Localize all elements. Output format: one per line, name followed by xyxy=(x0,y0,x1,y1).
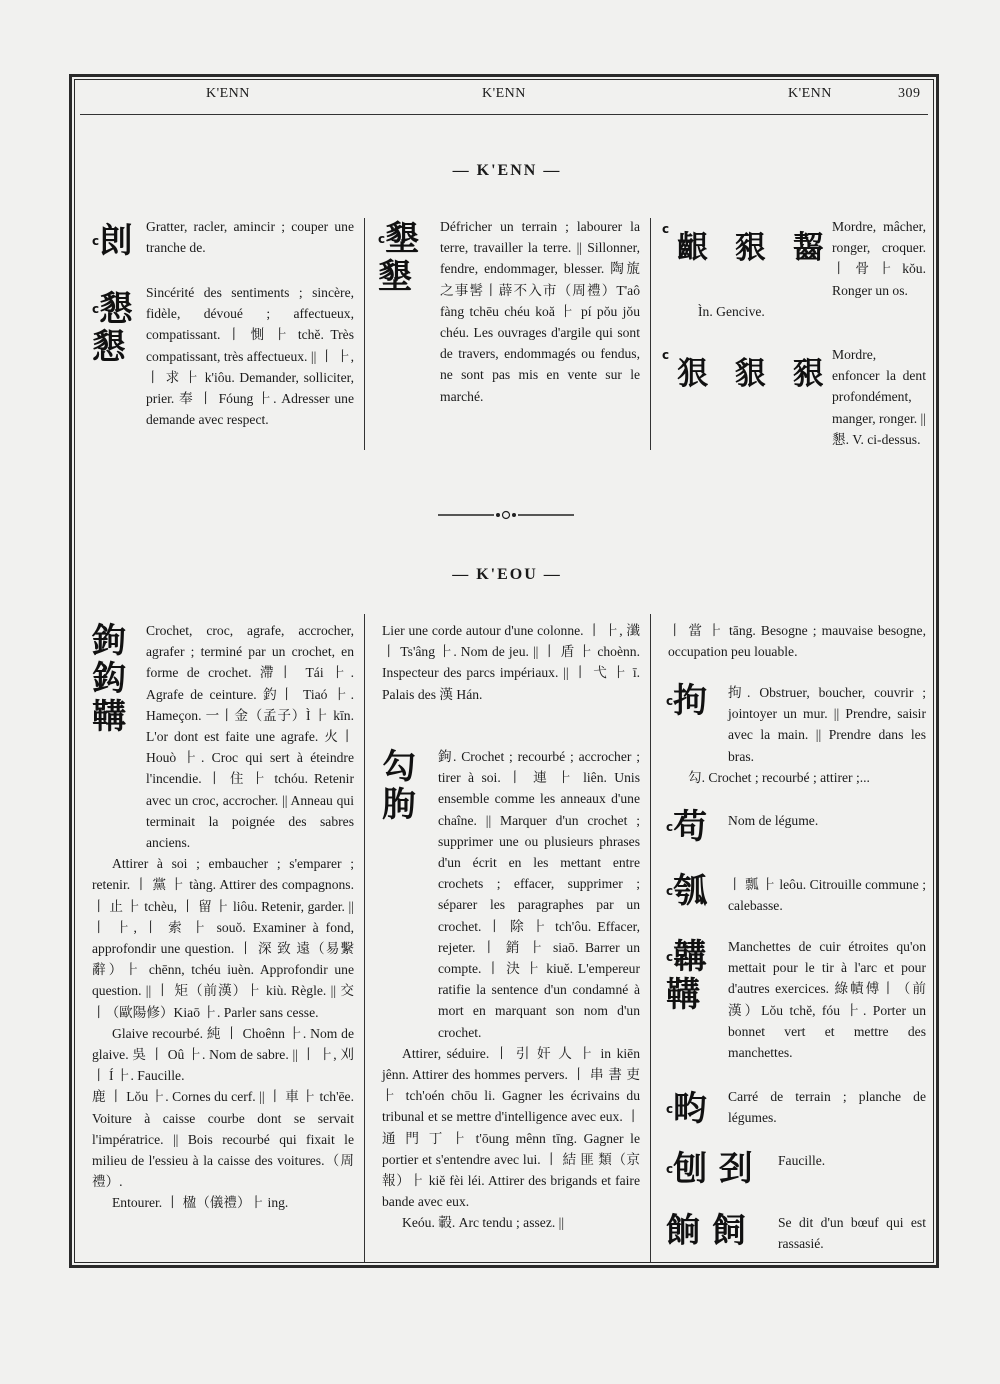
headword-keou-7: $^c$畇 xyxy=(666,1089,708,1129)
entry-keou-5: 丨 瓢 ⺊ leôu. Citrouille commune ; calebasse. xyxy=(728,877,926,914)
header-center: K'ENN xyxy=(482,86,526,101)
header-rule xyxy=(80,114,928,115)
headword-kenn-5: $^c$狠 貇 豤 xyxy=(662,348,832,392)
section-title-keou: — K'EOU — xyxy=(452,566,562,583)
headword-keou-2: 勾 朐 xyxy=(382,747,416,825)
section-title-kenn: — K'ENN — xyxy=(452,162,562,179)
headword-kenn-3: $^c$墾 墾 xyxy=(378,219,420,297)
entry-kenn-1: Gratter, racler, amincir ; couper une tranche de. xyxy=(146,219,354,256)
entry-keou-3b: 拘. Obstruer, boucher, couvrir ; jointoyer un mur. || Prendre, saisir avec la main. || Prendre dans les bras. 勾. Crochet ; recourbé ; attirer ;... xyxy=(688,685,926,785)
column-rule-1b xyxy=(364,614,365,1262)
headword-keou-9: 餉 飼 xyxy=(666,1211,746,1251)
entry-keou-1: Crochet, croc, agrafe, accrocher, agrafer ; terminé par un crochet, en forme de crochet. 滯丨 Tái ⺊. Agrafe de ceinture. 釣丨 Tiaó ⺊. Hameçon. 一丨金（孟子）Ì ⺊ kīn. L'or dont est faite une agrafe. 火丨 Houò ⺊. Croc qui sert à éteindre l'incendie. 丨 住 ⺊ tchóu. Retenir avec un croc, accrocher. || Anneau qui terminait la poignée des sabres anciens. Attirer à soi ; embaucher ; s'emparer ; retenir. 丨 黨 ⺊ tàng. Attirer des compagnons. 丨 止 ⺊ tchèu, 丨 留 ⺊ liôu. Retenir, garder. || 丨 ⺊, 丨 索 ⺊ souŏ. Examiner à fond, approfondir une question. 丨 深 致 遠（易繫辭）⺊ chēnn, tchéu iuèn. Approfondir une question. || 丨 矩（前漢）⺊ kiù. Règle. || 交 丨（歐陽修）Kiaō ⺊. Parler sans cesse. Glaive recourbé. 純 丨 Choênn ⺊. Nom de glaive. 吳 丨 Oû ⺊. Nom de sabre. || 丨 ⺊, 刈 丨 Í ⺊. Faucille. 鹿 丨 Lŏu ⺊. Cornes du cerf. || 丨 車 ⺊ tch'ēe. Voiture à caisse courbe dont se servait l'impératrice. || Bois recourbé qui fixait le milieu de l'essieu à la caisse des voitures.（周禮）. Entourer. 丨 楹（儀禮）⺊ ing. xyxy=(92,623,354,1211)
column-rule-1a xyxy=(364,218,365,450)
headword-keou-3: $^c$拘 xyxy=(666,681,708,721)
entry-keou-4: Nom de légume. xyxy=(728,813,819,828)
headword-keou-1: 鉤 鈎 鞲 xyxy=(92,621,126,737)
headword-keou-6: $^c$韝 鞲 xyxy=(666,937,708,1015)
entry-kenn-2: Sincérité des sentiments ; sincère, fidèle, dévoué ; affectueux, compatissant. 丨 惻 ⺊ tchĕ. Très compatissant, très affectueux. || 丨 ⺊, 丨 求 ⺊ k'iôu. Demander, solliciter, prier. 奉 丨 Fóung ⺊. Adresser une demande avec respect. xyxy=(146,285,354,428)
column-rule-2b xyxy=(650,614,651,1262)
header-right: K'ENN xyxy=(788,86,832,101)
entry-keou-2: Lier une corde autour d'une colonne. 丨 ⺊, 瀸 丨 Ts'âng ⺊. Nom de jeu. || 丨 盾 ⺊ choènn. Inspecteur des parcs impériaux. || 丨 弋 ⺊ ī. Palais des 漢 Hán. xyxy=(382,623,640,702)
entry-kenn-4: Mordre, mâcher, ronger, croquer. 丨 骨 ⺊ kŏu. Ronger un os. Ìn. Gencive. xyxy=(698,219,926,319)
entry-keou-8: Faucille. xyxy=(778,1153,826,1168)
entry-kenn-3: Défricher un terrain ; labourer la terre, travailler la terre. || Sillonner, fendre, endommager, blesser. 陶旊之事髺丨薜不入市（周禮）T'aô fàng tchēu chéu koă ⺊ pí pŏu jŏu chéu. Les ouvrages d'argile qui sont de travers, endommagés ou fendus, ne sont pas mis en vente sur le marché. xyxy=(440,219,640,404)
headword-kenn-4: $^c$齦 豤 齧 xyxy=(662,222,832,266)
headword-keou-4: $^c$苟 xyxy=(666,807,708,847)
entry-keou-6: Manchettes de cuir étroites qu'on mettait pour le tir à l'arc et pour d'autres exercices. 綠幘傅丨（前漢）Lŏu tchĕ, fóu ⺊. Porter un bonnet vert et mettre des manchettes. xyxy=(728,939,926,1061)
header-left: K'ENN xyxy=(206,86,250,101)
entry-keou-2b: 鉤. Crochet ; recourbé ; accrocher ; tirer à soi. 丨 連 ⺊ liên. Unis ensemble comme les anneaux d'une chaîne. || Marquer d'un crochet ; supprimer une ou plusieurs phrases d'un écrit en les mettant entre crochets ; effacer, supprimer ; séparer les paragraphes par un crochet. 丨 除 ⺊ tch'ôu. Effacer, rejeter. 丨 銷 ⺊ siaō. Barrer un compte. 丨 決 ⺊ kiuĕ. L'empereur ratifie la sentence d'un condamné à mort en marquant son nom d'un crochet. Attirer, séduire. 丨 引 奸 人 ⺊ in kiēn jênn. Attirer des hommes pervers. 丨 串 書 吏 ⺊ tch'oén chōu li. Gagner les écrivains du tribunal et se mettre d'intelligence avec eux. 丨 通 門 丁 ⺊ t'ōung mênn tīng. Gagner le portier et s'entendre avec lui. 丨 結 匪 類（京報）⺊ kiĕ fèi léi. Attirer des brigands et faire bande avec eux. Keóu. 轂. Arc tendu ; assez. || xyxy=(382,749,640,1231)
column-rule-2a xyxy=(650,218,651,450)
entry-keou-3: 丨 當 ⺊ tāng. Besogne ; mauvaise besogne, occupation peu louable. xyxy=(668,623,926,660)
headword-kenn-2: $^c$懇 懇 xyxy=(92,289,134,367)
headword-kenn-1: $^c$剆 xyxy=(92,221,134,261)
entry-kenn-5: Mordre, enfoncer la dent profondément, manger, ronger. || 懇. V. ci-dessus. xyxy=(832,347,926,447)
headword-keou-5: $^c$瓠 xyxy=(666,871,708,911)
headword-keou-8: $^c$刨 刭 xyxy=(666,1149,753,1189)
ornament-divider xyxy=(436,506,576,524)
entry-keou-9: Se dit d'un bœuf qui est rassasié. xyxy=(778,1215,926,1252)
page-number: 309 xyxy=(898,86,921,101)
running-header xyxy=(80,86,928,112)
entry-keou-7: Carré de terrain ; planche de légumes. xyxy=(728,1089,926,1126)
